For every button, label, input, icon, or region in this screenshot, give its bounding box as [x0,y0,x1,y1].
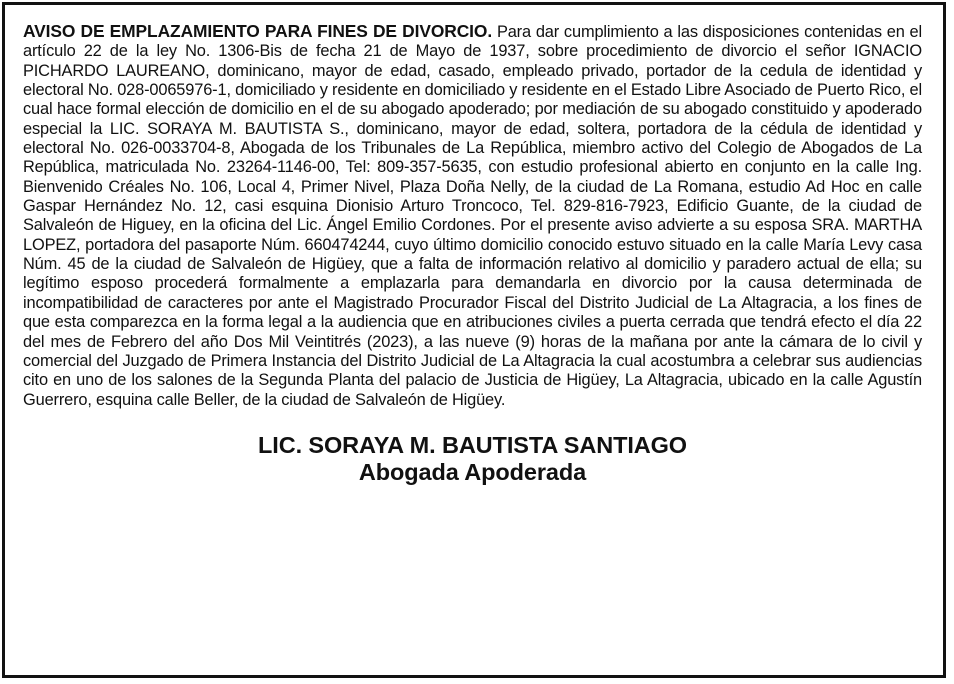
notice-body: Para dar cumplimiento a las disposiciones contenidas en el artículo 22 de la ley No. 1306-Bis de fecha 21 de Mayo de 1937, sobre procedimiento de divorcio el señor IGNACIO PICHARDO LAUREANO, dominicano, mayor de edad, casado, empleado privado, portador de la cedula de identidad y electoral No. 028-0065976-1, domiciliado y residente en domiciliado y residente en el Estado Libre Asociado de Puerto Rico, el cual hace formal elección de domicilio en el de su abogado apoderado; por mediación de su abogado constituido y apoderado especial la LIC. SORAYA M. BAUTISTA S., dominicano, mayor de edad, soltera, portadora de la cédula de identidad y electoral No. 026-0033704-8, Abogada de los Tribunales de La República, miembro activo del Colegio de Abogados de La República, matriculada No. 23264-1146-00, Tel: 809-357-5635, con estudio profesional abierto en conjunto en la calle Ing. Bienvenido Créales No. 106, Local 4, Primer Nivel, Plaza Doña Nelly, de la ciudad de La Romana, estudio Ad Hoc en calle Gaspar Hernández No. 12, casi esquina Dionisio Arturo Troncoco, Tel. 829-816-7923, Edificio Guante, de la ciudad de Salvaleón de Higuey, en la oficina del Lic. Ángel Emilio Cordones. Por el presente aviso advierte a su esposa SRA. MARTHA LOPEZ, portadora del pasaporte Núm. 660474244, cuyo último domicilio conocido estuvo situado en la calle María Levy casa Núm. 45 de la ciudad de Salvaleón de Higüey, que a falta de información relativo al domicilio y paradero actual de ella; su legítimo esposo procederá formalmente a emplazarla para demandarla en divorcio por la causa determinada de incompatibilidad de caracteres por ante el Magistrado Procurador Fiscal del Distrito Judicial de La Altagracia, a los fines de que esta comparezca en la forma legal a la audiencia que en atribuciones civiles a puerta cerrada que tendrá efecto el día 22 del mes de Febrero del año Dos Mil Veintitrés (2023), a las nueve (9) horas de la mañana por ante la cámara de lo civil y comercial del Juzgado de Primera Instancia del Distrito Judicial de La Altagracia la cual acostumbra a celebrar sus audiencias cito en uno de los salones de la Segunda Planta del palacio de Justicia de Higüey, La Altagracia, ubicado en la calle Agustín Guerrero, esquina calle Beller, de la ciudad de Salvaleón de Higüey. [23,23,922,409]
signature-name: LIC. SORAYA M. BAUTISTA SANTIAGO [258,431,687,458]
notice-heading: AVISO DE EMPLAZAMIENTO PARA FINES DE DIVORCIO. [23,21,493,41]
notice-frame [2,2,946,678]
signature-title: Abogada Apoderada [358,458,587,485]
notice-paragraph [23,22,922,410]
signature-block [23,432,922,486]
